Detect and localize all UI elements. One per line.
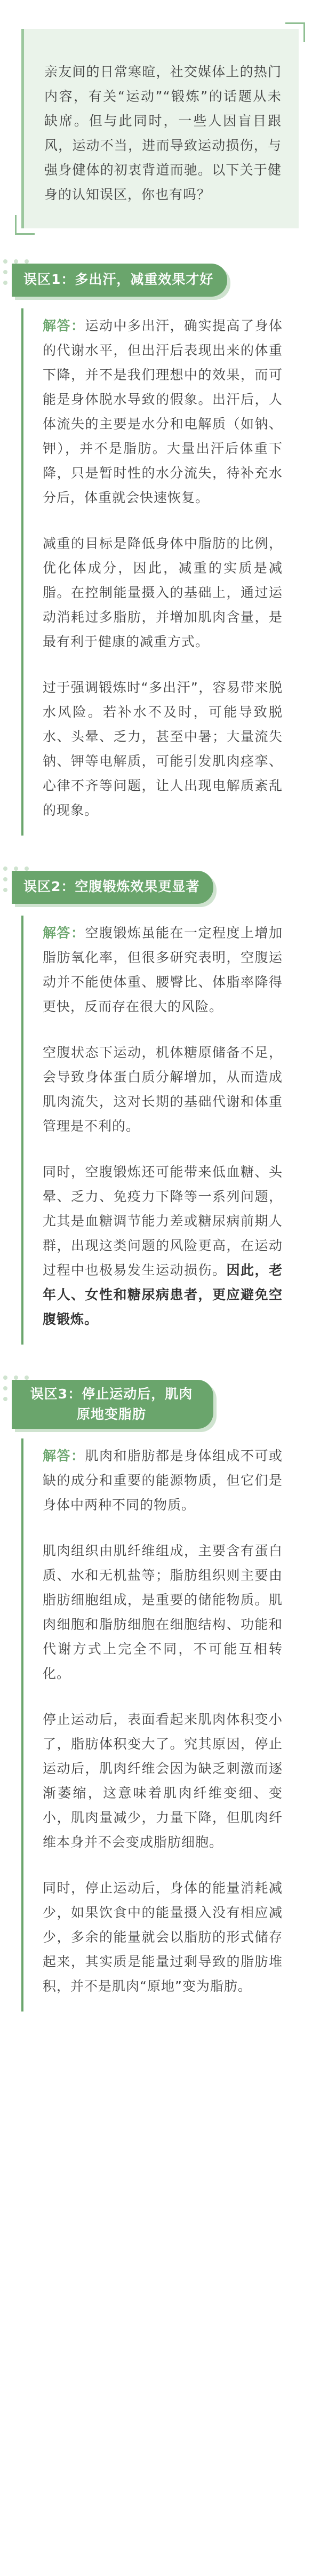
myth-heading-2: 误区2：空腹锻炼效果更显著 bbox=[12, 871, 213, 904]
answer-paragraph: 解答：空腹锻炼虽能在一定程度上增加脂肪氧化率，但很多研究表明，空腹运动并不能使体重、腰臀比、体脂率降得更快，反而存在很大的风险。 bbox=[43, 925, 283, 1014]
intro-text: 亲友间的日常寒暄，社交媒体上的热门内容，有关“运动”“锻炼”的话题从未缺席。但与此同时，一些人因盲目跟风，运动不当，进而导致运动损伤，与强身健体的初衷背道而驰。以下关于健身的认知误区，你也有吗？ bbox=[44, 64, 282, 202]
body-paragraph: 同时，停止运动后，身体的能量消耗减少，如果饮食中的能量摄入没有相应减少，多余的能量就会以脂肪的形式储存起来，其实质是能量过剩导致的脂肪堆积，并不是肌肉“原地”变为脂肪。 bbox=[43, 1880, 283, 1994]
corner-decoration-bottom-left bbox=[15, 215, 35, 235]
myth-heading-1: 误区1：多出汗，减重效果才好 bbox=[12, 264, 227, 297]
myth-section-2 bbox=[0, 863, 320, 1345]
myth-section-1 bbox=[0, 256, 320, 836]
emphasis-text: 因此，老年人、女性和糖尿病患者，更应避免空腹锻炼。 bbox=[43, 1262, 283, 1327]
answer-label: 解答： bbox=[43, 1448, 85, 1464]
body-paragraph: 肌肉组织由肌纤维组成，主要含有蛋白质、水和无机盐等；脂肪组织则主要由脂肪细胞组成，是重要的储能物质。肌肉细胞和脂肪细胞在细胞结构、功能和代谢方式上完全不同，不可能互相转化。 bbox=[43, 1543, 283, 1681]
myth-heading-row-1 bbox=[0, 256, 320, 302]
myth-section-3 bbox=[0, 1372, 320, 2011]
answer-paragraph: 解答：肌肉和脂肪都是身体组成不可或缺的成分和重要的能源物质，但它们是身体中两种不同的物质。 bbox=[43, 1448, 283, 1513]
myth-heading-3: 误区3：停止运动后，肌肉原地变脂肪 bbox=[12, 1380, 213, 1429]
body-paragraph: 减重的目标是降低身体中脂肪的比例，优化体成分，因此，减重的实质是减脂。在控制能量摄入的基础上，通过运动消耗过多脂肪，并增加肌肉含量，是最有利于健康的减重方式。 bbox=[43, 536, 283, 649]
answer-label: 解答： bbox=[43, 925, 85, 941]
body-paragraph: 同时，空腹锻炼还可能带来低血糖、头晕、乏力、免疫力下降等一系列问题，尤其是血糖调节能力差或糖尿病前期人群，出现这类问题的风险更高，在运动过程中也极易发生运动损伤。因此，老年人、女性和糖尿病患者，更应避免空腹锻炼。 bbox=[43, 1164, 283, 1327]
body-paragraph: 停止运动后，表面看起来肌肉体积变小了，脂肪体积变大了。究其原因，停止运动后，肌肉纤维会因为缺乏刺激而逐渐萎缩，这意味着肌肉纤维变细、变小，肌肉量减少，力量下降，但肌肉纤维本身并不会变成脂肪细胞。 bbox=[43, 1712, 283, 1850]
answer-label: 解答： bbox=[43, 318, 85, 333]
body-paragraph: 空腹状态下运动，机体糖原储备不足，会导致身体蛋白质分解增加，从而造成肌肉流失，这对长期的基础代谢和体重管理是不利的。 bbox=[43, 1045, 283, 1134]
myth-heading-row-3 bbox=[0, 1372, 320, 1432]
corner-decoration-top-right bbox=[285, 22, 305, 42]
myth-content-1 bbox=[21, 308, 299, 836]
body-paragraph: 过于强调锻炼时“多出汗”，容易带来脱水风险。若补水不及时，可能导致脱水、头晕、乏力，甚至中暑；大量流失钠、钾等电解质，可能引发肌肉痉挛、心律不齐等问题，让人出现电解质紊乱的现象。 bbox=[43, 680, 283, 818]
myth-content-3 bbox=[21, 1438, 299, 2011]
answer-paragraph: 解答：运动中多出汗，确实提高了身体的代谢水平，但出汗后表现出来的体重下降，并不是我们理想中的效果，而可能是身体脱水导致的假象。出汗后，人体流失的主要是水分和电解质（如钠、钾），并不是脂肪。大量出汗后体重下降，只是暂时性的水分流失，待补充水分后，体重就会快速恢复。 bbox=[43, 318, 283, 505]
intro-section bbox=[0, 0, 320, 228]
intro-box bbox=[21, 29, 299, 228]
myth-content-2 bbox=[21, 916, 299, 1345]
myth-heading-row-2 bbox=[0, 863, 320, 909]
